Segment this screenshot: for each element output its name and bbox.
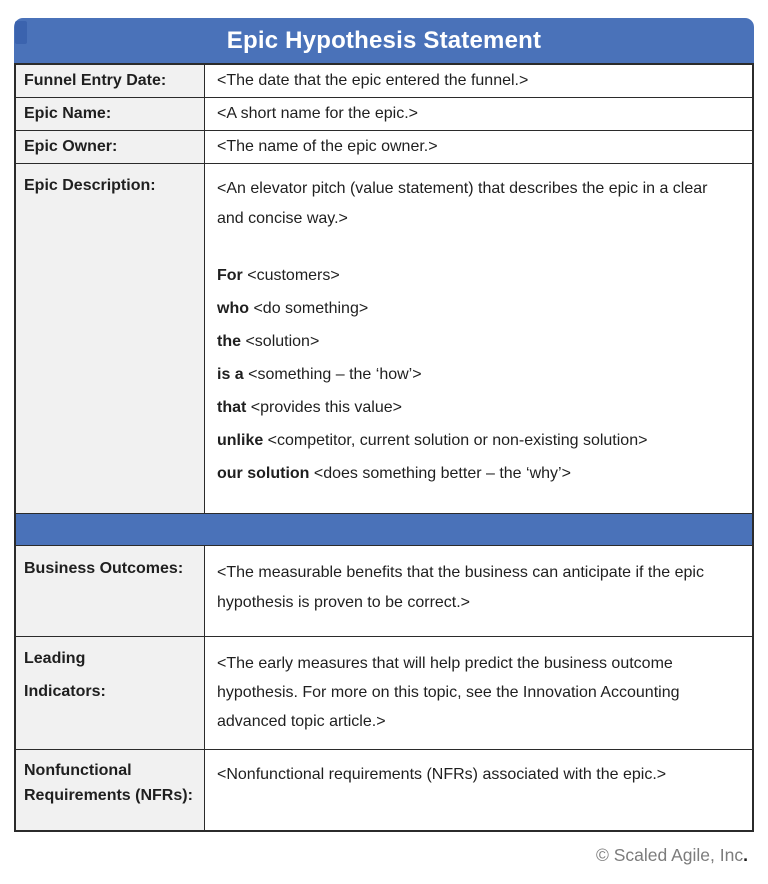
epic-description-label: Epic Description: bbox=[16, 164, 205, 513]
epic-name-value: <A short name for the epic.> bbox=[205, 98, 752, 130]
template-lead-for: For bbox=[217, 267, 243, 284]
template-line-the bbox=[217, 325, 738, 358]
nonfunctional-requirements-label: Nonfunctional Requirements (NFRs): bbox=[16, 750, 205, 830]
template-lead-who: who bbox=[217, 300, 249, 317]
copyright-period: . bbox=[743, 845, 748, 865]
epic-description-intro: <An elevator pitch (value statement) that describes the epic in a clear and concise way.> bbox=[217, 180, 708, 227]
template-lead-that: that bbox=[217, 399, 247, 416]
table-row-epic-owner bbox=[16, 131, 752, 164]
epic-hypothesis-document bbox=[14, 18, 754, 832]
template-line-unlike bbox=[217, 424, 738, 457]
epic-name-label: Epic Name: bbox=[16, 98, 205, 130]
table-row-epic-description bbox=[16, 164, 752, 514]
template-text-who: <do something> bbox=[249, 300, 369, 317]
epic-owner-label: Epic Owner: bbox=[16, 131, 205, 163]
business-outcomes-label: Business Outcomes: bbox=[16, 546, 205, 636]
template-text-the: <solution> bbox=[241, 333, 320, 350]
page-title: Epic Hypothesis Statement bbox=[226, 26, 542, 54]
table-row-funnel-entry-date bbox=[16, 65, 752, 98]
epic-owner-value: <The name of the epic owner.> bbox=[205, 131, 752, 163]
template-text-our-solution: <does something better – the ‘why’> bbox=[309, 465, 571, 482]
business-outcomes-text: <The measurable benefits that the business can anticipate if the epic hypothesis is proven to be correct.> bbox=[217, 564, 704, 611]
template-text-that: <provides this value> bbox=[246, 399, 402, 416]
template-lead-the: the bbox=[217, 333, 241, 350]
leading-indicators-label-line2: Indicators: bbox=[24, 683, 106, 700]
template-text-is-a: <something – the ‘how’> bbox=[243, 366, 422, 383]
leading-indicators-text: <The early measures that will help predict the business outcome hypothesis. For more on this topic, see the Innovation Accounting advanced topic article.> bbox=[217, 655, 680, 730]
template-lead-our-solution: our solution bbox=[217, 465, 310, 482]
leading-indicators-label bbox=[16, 637, 205, 749]
funnel-entry-date-value: <The date that the epic entered the funnel.> bbox=[205, 65, 752, 97]
template-lead-is-a: is a bbox=[217, 366, 244, 383]
leading-indicators-value bbox=[205, 637, 752, 749]
copyright-text: © Scaled Agile, Inc bbox=[595, 845, 744, 865]
template-lead-unlike: unlike bbox=[217, 432, 264, 449]
template-line-that bbox=[217, 391, 738, 424]
table-row-epic-name bbox=[16, 98, 752, 131]
template-text-for: <customers> bbox=[242, 267, 340, 284]
nonfunctional-requirements-text: <Nonfunctional requirements (NFRs) associated with the epic.> bbox=[217, 766, 667, 783]
business-outcomes-value bbox=[205, 546, 752, 636]
hypothesis-template-lines bbox=[217, 259, 738, 490]
template-line-who bbox=[217, 292, 738, 325]
table-row-leading-indicators bbox=[16, 637, 752, 750]
document-title-bar bbox=[14, 18, 754, 63]
template-line-is-a bbox=[217, 358, 738, 391]
title-bar-accent-tab bbox=[15, 21, 27, 44]
template-text-unlike: <competitor, current solution or non-existing solution> bbox=[263, 432, 648, 449]
funnel-entry-date-label: Funnel Entry Date: bbox=[16, 65, 205, 97]
leading-indicators-label-line1: Leading bbox=[24, 650, 86, 667]
blue-separator-row bbox=[16, 514, 752, 546]
epic-description-value bbox=[205, 164, 752, 513]
template-line-our-solution bbox=[217, 457, 738, 490]
nonfunctional-requirements-value bbox=[205, 750, 752, 830]
template-table bbox=[14, 63, 754, 832]
copyright-notice bbox=[596, 845, 748, 866]
table-row-business-outcomes bbox=[16, 546, 752, 637]
template-line-for bbox=[217, 259, 738, 292]
table-row-nonfunctional-requirements bbox=[16, 750, 752, 830]
